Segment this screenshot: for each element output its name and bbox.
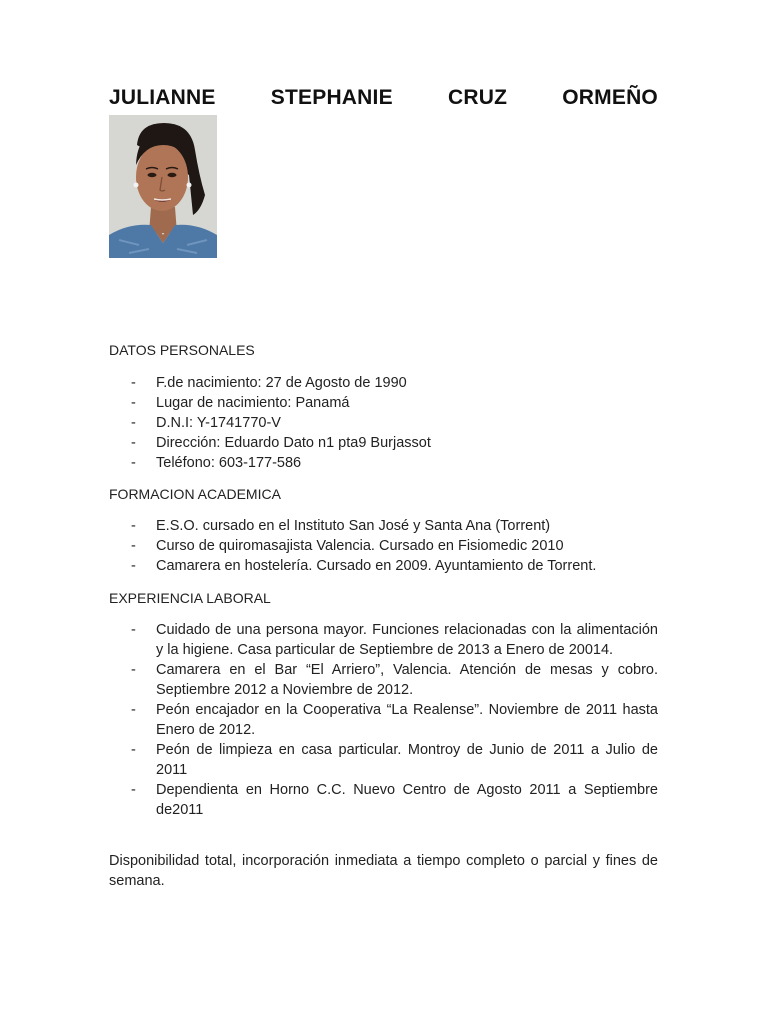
list-item: - Camarera en hostelería. Cursado en 2009. Ayuntamiento de Torrent. (131, 558, 597, 574)
bullet-dash: - (131, 395, 136, 411)
bullet-dash: - (131, 375, 136, 391)
name-word: STEPHANIE (270, 86, 393, 109)
bullet-dash: - (131, 538, 136, 554)
bullet-dash: - (131, 518, 136, 534)
list-item: - Peón de limpieza en casa particular. Montroy de Junio de 2011 a Julio de 2011 (131, 742, 658, 778)
education-list (109, 516, 658, 576)
name-word: CRUZ (447, 86, 508, 109)
name-word: JULIANNE (109, 86, 216, 109)
bullet-dash: - (131, 742, 136, 758)
list-item: - Peón encajador en la Cooperativa “La Realense”. Noviembre de 2011 hasta Enero de 2012. (131, 702, 658, 738)
profile-photo (109, 115, 217, 258)
bullet-dash: - (131, 435, 136, 451)
bullet-dash: - (131, 415, 136, 431)
section-heading-personal: DATOS PERSONALES (109, 342, 255, 358)
list-item: - Camarera en el Bar “El Arriero”, Valencia. Atención de mesas y cobro. Septiembre 2012 a Noviembre de 2012. (131, 662, 658, 698)
personal-data-list (109, 373, 658, 473)
list-item: - Teléfono: 603-177-586 (131, 455, 302, 471)
list-item: - E.S.O. cursado en el Instituto San José y Santa Ana (Torrent) (131, 518, 551, 534)
section-heading-experience: EXPERIENCIA LABORAL (109, 590, 271, 606)
bullet-dash: - (131, 558, 136, 574)
list-item: - D.N.I: Y-1741770-V (131, 415, 281, 431)
list-item: - Cuidado de una persona mayor. Funciones relacionadas con la alimentación y la higiene. Casa particular de Septiembre de 2013 a Enero de 20014. (131, 622, 658, 658)
bullet-dash: - (131, 702, 136, 718)
bullet-dash: - (131, 782, 136, 798)
section-heading-education: FORMACION ACADEMICA (109, 486, 281, 502)
list-item: - Dirección: Eduardo Dato n1 pta9 Burjassot (131, 435, 431, 451)
name-word: ORMEÑO (562, 86, 658, 109)
list-item: - Dependienta en Horno C.C. Nuevo Centro de Agosto 2011 a Septiembre de2011 (131, 782, 658, 818)
bullet-dash: - (131, 455, 136, 471)
list-item: - F.de nacimiento: 27 de Agosto de 1990 (131, 375, 407, 391)
availability-statement: Disponibilidad total, incorporación inmediata a tiempo completo o parcial y fines de semana. (109, 853, 658, 889)
bullet-dash: - (131, 622, 136, 638)
bullet-dash: - (131, 662, 136, 678)
page-title (109, 86, 658, 110)
list-item: - Lugar de nacimiento: Panamá (131, 395, 350, 411)
experience-list (109, 620, 658, 820)
list-item: - Curso de quiromasajista Valencia. Cursado en Fisiomedic 2010 (131, 538, 564, 554)
